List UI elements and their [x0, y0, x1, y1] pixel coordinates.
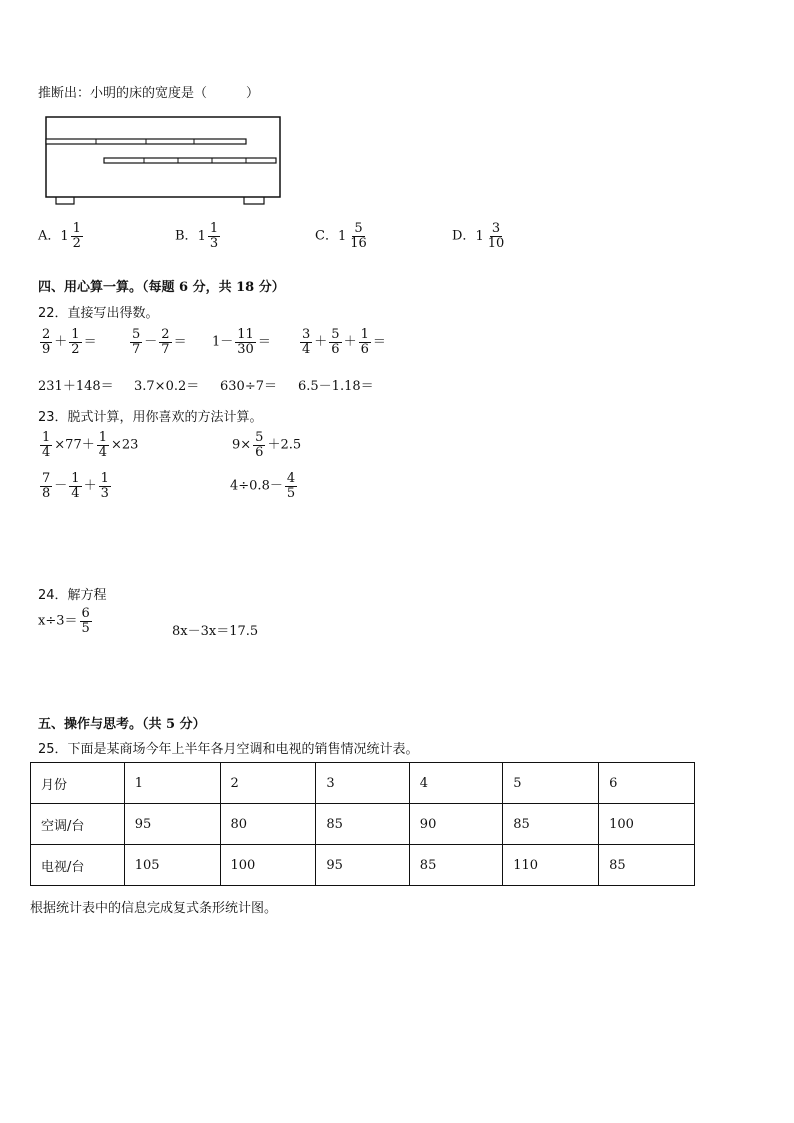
q24-equation-2: 8x－3x＝17.5	[172, 624, 259, 639]
bed-illustration	[44, 115, 284, 207]
table-cell: 110	[503, 845, 599, 886]
table-cell: 100	[599, 804, 695, 845]
table-cell: 100	[220, 845, 316, 886]
q23-expr-3: $\frac{7}{8}$ － $\frac{1}{4}$ ＋ $\frac{1}{3}$	[42, 471, 109, 501]
option-a[interactable]: A． 1 $\frac{1}{2}$	[38, 221, 81, 251]
option-c[interactable]: C． 1 $\frac{5}{16}$	[315, 221, 367, 251]
table-cell: 3	[316, 763, 409, 804]
table-cell: 85	[599, 845, 695, 886]
section5-title: 五、操作与思考。（共 5 分）	[38, 717, 206, 732]
q23-expr-4: 4÷0.8－ $\frac{4}{5}$	[230, 471, 296, 501]
bed-leg-right	[244, 197, 264, 204]
table-cell: 6	[599, 763, 695, 804]
table-cell: 80	[220, 804, 316, 845]
q22-expr-1: $\frac{2}{9}$ ＋ $\frac{1}{2}$ ＝	[42, 327, 97, 357]
q24-title: 24．解方程	[38, 588, 107, 603]
table-cell: 90	[409, 804, 502, 845]
q22-calc-3: 630÷7＝	[220, 379, 277, 394]
table-cell: 85	[409, 845, 502, 886]
table-cell: 105	[124, 845, 220, 886]
section4-title: 四、用心算一算。（每题 6 分，共 18 分）	[38, 280, 285, 295]
option-b[interactable]: B． 1 $\frac{1}{3}$	[175, 221, 219, 251]
bed-leg-left	[56, 197, 74, 204]
table-cell: 85	[503, 804, 599, 845]
table-cell: 电视/台	[31, 845, 125, 886]
table-cell: 95	[316, 845, 409, 886]
q25-footer: 根据统计表中的信息完成复式条形统计图。	[30, 901, 278, 916]
table-cell: 95	[124, 804, 220, 845]
q22-calc-1: 231＋148＝	[38, 379, 114, 394]
table-row	[31, 804, 695, 845]
measure-bar-lower	[104, 158, 276, 163]
table-row	[31, 845, 695, 886]
q24-equation-1: x÷3＝ $\frac{6}{5}$	[38, 606, 90, 636]
q22-calc-2: 3.7×0.2＝	[134, 379, 200, 394]
table-row	[31, 763, 695, 804]
sales-table	[30, 762, 695, 886]
q22-expr-4: $\frac{3}{4}$ ＋ $\frac{5}{6}$ ＋ $\frac{1}{6}$ ＝	[302, 327, 386, 357]
q22-title: 22．直接写出得数。	[38, 306, 159, 321]
table-cell: 5	[503, 763, 599, 804]
table-cell: 空调/台	[31, 804, 125, 845]
q23-title: 23．脱式计算，用你喜欢的方法计算。	[38, 410, 263, 425]
option-d[interactable]: D． 1 $\frac{3}{10}$	[452, 221, 505, 251]
table-cell: 1	[124, 763, 220, 804]
q22-calc-4: 6.5－1.18＝	[298, 379, 374, 394]
table-cell: 2	[220, 763, 316, 804]
table-cell: 4	[409, 763, 502, 804]
q22-expr-3: 1－ $\frac{11}{30}$ ＝	[212, 327, 271, 357]
q23-expr-1: $\frac{1}{4}$ ×77＋ $\frac{1}{4}$ ×23	[42, 430, 139, 460]
q22-expr-2: $\frac{5}{7}$ － $\frac{2}{7}$ ＝	[132, 327, 187, 357]
table-cell: 85	[316, 804, 409, 845]
q21-prompt: 推断出：小明的床的宽度是（ ）	[38, 86, 260, 101]
q23-expr-2: 9× $\frac{5}{6}$ ＋2.5	[232, 430, 302, 460]
table-cell: 月份	[31, 763, 125, 804]
q25-title: 25．下面是某商场今年上半年各月空调和电视的销售情况统计表。	[38, 742, 419, 757]
